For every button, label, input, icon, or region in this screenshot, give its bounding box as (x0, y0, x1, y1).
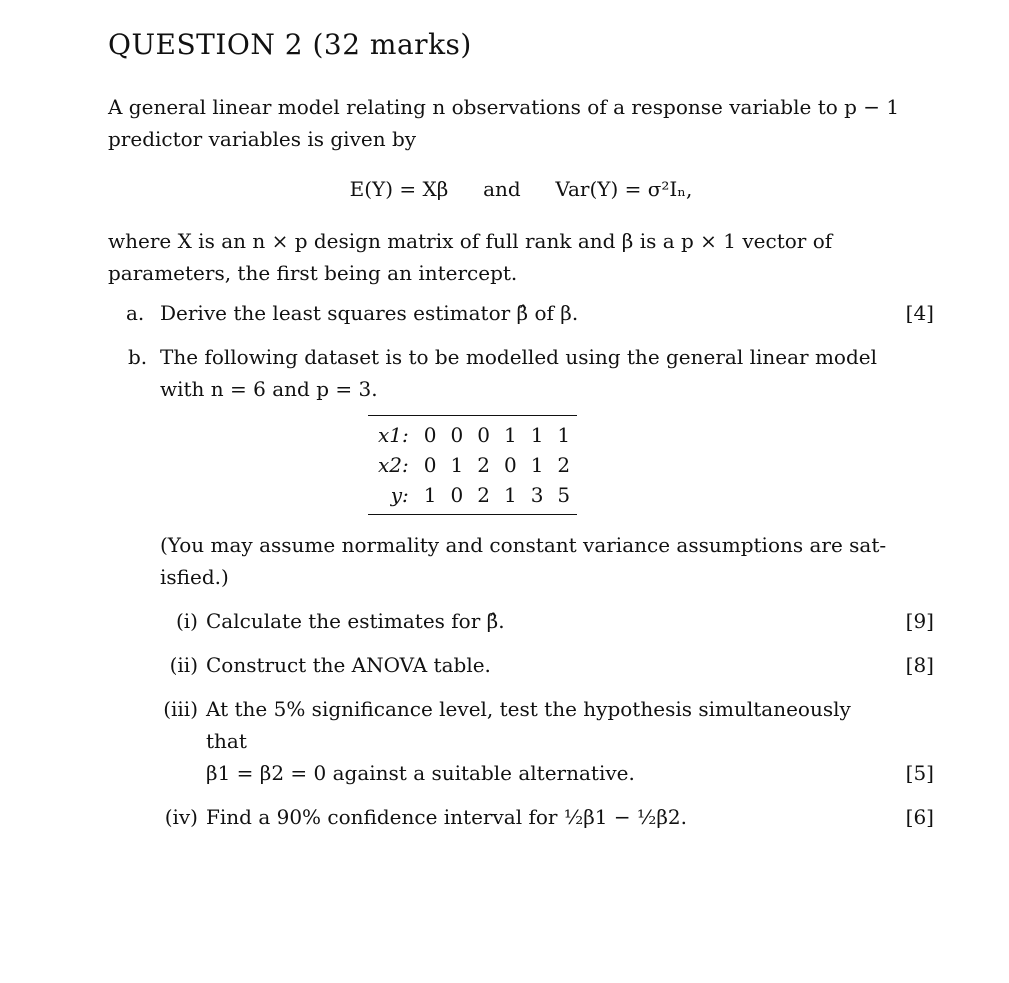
part-b (108, 341, 934, 405)
table-cell: 1 (503, 483, 517, 507)
row-header: y: (390, 483, 409, 507)
subpart-label: (ii) (169, 653, 198, 677)
part-a-marks: [4] (905, 301, 934, 325)
table-cell: 1 (450, 453, 464, 477)
row-header: x1: (378, 423, 409, 447)
dataset-table (368, 415, 577, 515)
question-title: QUESTION 2 (32 marks) (108, 28, 472, 61)
assumption-note (160, 529, 934, 593)
subpart-marks: [5] (905, 761, 934, 785)
table-cell: 1 (423, 483, 437, 507)
table-cell: 0 (477, 423, 490, 447)
subpart-label: (iv) (164, 805, 198, 829)
table-cell: 2 (477, 483, 490, 507)
table-cell: 0 (423, 423, 437, 447)
part-b-text-line-1: The following dataset is to be modelled using the general linear model (160, 345, 877, 369)
subpart-text: Find a 90% confidence interval for ½β1 − ½β2. (206, 805, 688, 829)
part-a-text: Derive the least squares estimator β̂ of β. (160, 301, 579, 325)
intro-line-2: predictor variables is given by (108, 127, 417, 151)
table-cell: 0 (423, 453, 437, 477)
table-row (368, 450, 577, 480)
table-cell: 0 (450, 423, 464, 447)
variance-equation: Var(Y) = σ²Iₙ, (555, 177, 693, 201)
part-a-label: a. (126, 301, 145, 325)
where-line-1: where X is an n × p design matrix of full rank and β is a p × 1 vector of (108, 229, 833, 253)
intro-paragraph (108, 91, 934, 155)
part-b-label: b. (128, 345, 148, 369)
model-equation (108, 177, 934, 201)
subpart-text: Construct the ANOVA table. (206, 653, 491, 677)
note-line-1: (You may assume normality and constant variance assumptions are sat- (160, 533, 887, 557)
part-b-text-line-2: with n = 6 and p = 3. (160, 377, 378, 401)
table-row (368, 480, 577, 515)
part-a (108, 297, 934, 329)
equation-connector: and (483, 177, 521, 201)
subpart-label: (iii) (163, 697, 198, 721)
subpart-marks: [9] (905, 609, 934, 633)
subpart-text: Calculate the estimates for β̂. (206, 609, 505, 633)
question-page (108, 28, 934, 833)
subpart-text-line-1: At the 5% significance level, test the hypothesis simultaneously that (206, 697, 851, 753)
table-cell: 1 (530, 453, 544, 477)
table-cell: 3 (530, 483, 544, 507)
intro-line-1: A general linear model relating n observations of a response variable to p − 1 (108, 95, 900, 119)
table-cell: 5 (557, 483, 571, 507)
row-header: x2: (378, 453, 409, 477)
table-cell: 2 (557, 453, 571, 477)
table-cell: 1 (557, 423, 571, 447)
table-cell: 2 (477, 453, 490, 477)
table-row (368, 416, 577, 451)
subpart-i (108, 605, 934, 637)
where-line-2: parameters, the first being an intercept. (108, 261, 518, 285)
table-cell: 1 (530, 423, 544, 447)
table-cell: 0 (503, 453, 517, 477)
table-cell: 1 (503, 423, 517, 447)
subpart-ii (108, 649, 934, 681)
table-cell: 0 (450, 483, 464, 507)
subpart-iii (108, 693, 934, 789)
subpart-text-line-2: β1 = β2 = 0 against a suitable alternative. (206, 761, 635, 785)
subpart-marks: [6] (905, 805, 934, 829)
subpart-label: (i) (175, 609, 198, 633)
where-paragraph (108, 225, 934, 289)
subpart-iv (108, 801, 934, 833)
subpart-marks: [8] (905, 653, 934, 677)
note-line-2: isfied.) (160, 565, 229, 589)
expectation-equation: E(Y) = Xβ (349, 177, 449, 201)
